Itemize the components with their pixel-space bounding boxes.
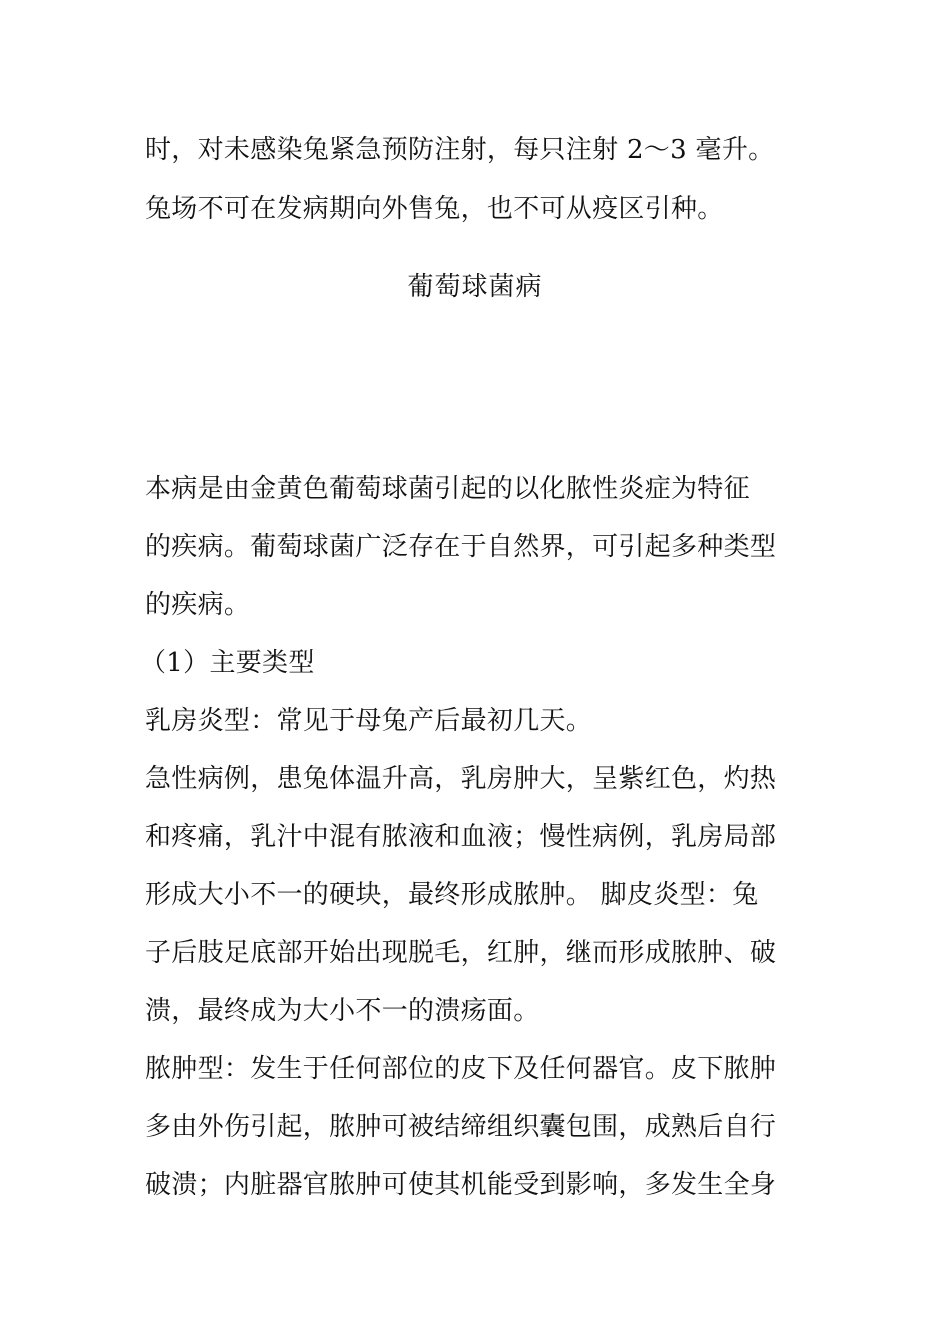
text-line: 和疼痛，乳汁中混有脓液和血液；慢性病例，乳房局部 xyxy=(145,822,777,852)
text-line: 乳房炎型：常见于母兔产后最初几天。 xyxy=(145,706,593,736)
text-line: 兔场不可在发病期向外售兔，也不可从疫区引种。 xyxy=(145,194,724,224)
text-line: 溃，最终成为大小不一的溃疡面。 xyxy=(145,996,540,1026)
text-line: 的疾病。 xyxy=(145,590,251,620)
text-line: 破溃；内脏器官脓肿可使其机能受到影响，多发生全身 xyxy=(145,1170,777,1200)
text-line: 本病是由金黄色葡萄球菌引起的以化脓性炎症为特征 xyxy=(145,474,750,504)
text-line: 的疾病。葡萄球菌广泛存在于自然界，可引起多种类型 xyxy=(145,532,777,562)
subheading: （1）主要类型 xyxy=(140,648,315,678)
text-line: 多由外伤引起，脓肿可被结缔组织囊包围，成熟后自行 xyxy=(145,1112,777,1142)
section-title: 葡萄球菌病 xyxy=(407,272,543,302)
text-line: 形成大小不一的硬块，最终形成脓肿。 脚皮炎型：兔 xyxy=(145,880,759,910)
text-line: 急性病例，患兔体温升高，乳房肿大，呈紫红色，灼热 xyxy=(145,764,777,794)
text-line: 脓肿型：发生于任何部位的皮下及任何器官。皮下脓肿 xyxy=(145,1054,777,1084)
text-line: 时，对未感染兔紧急预防注射，每只注射 2～3 毫升。 xyxy=(145,135,775,165)
text-line: 子后肢足底部开始出现脱毛，红肿，继而形成脓肿、破 xyxy=(145,938,777,968)
